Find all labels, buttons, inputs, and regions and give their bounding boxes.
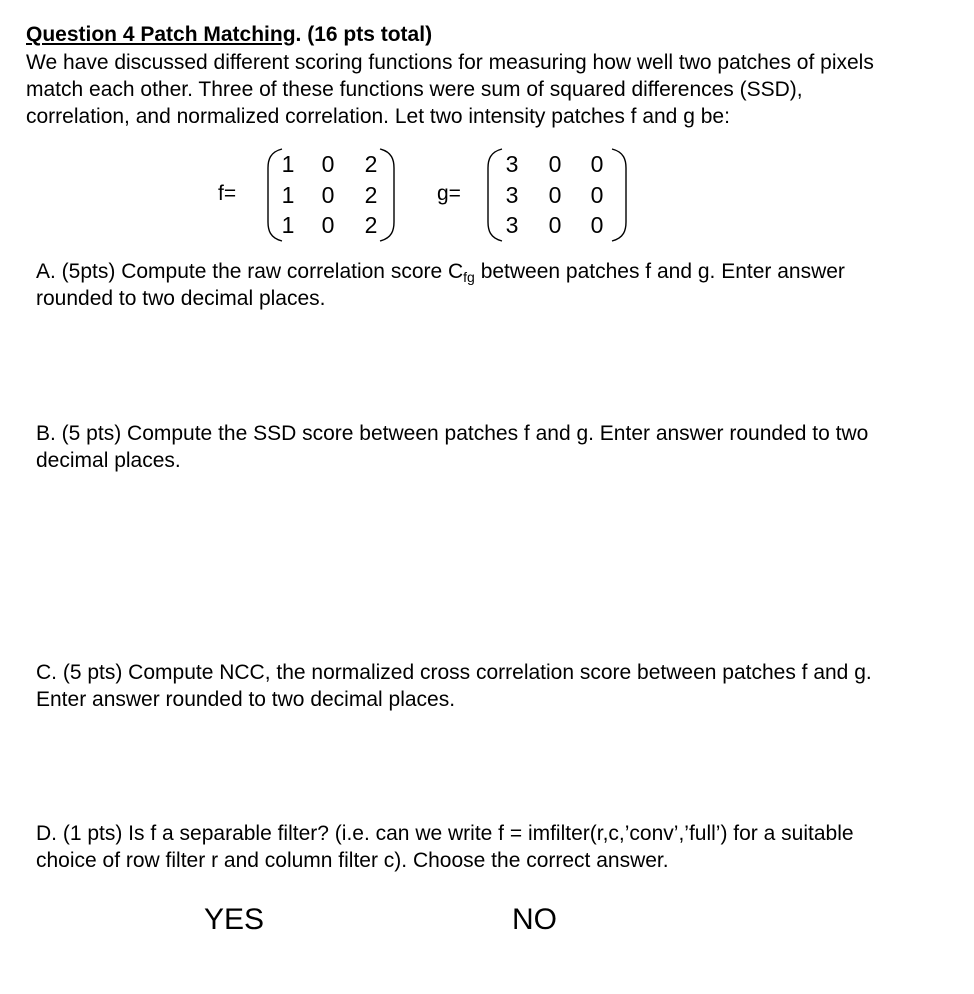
matrix-f-cell: 1 <box>281 182 295 208</box>
matrix-g-cell: 0 <box>548 182 562 208</box>
matrix-g-cell: 0 <box>590 182 604 208</box>
choice-no[interactable]: NO <box>512 903 557 936</box>
matrix-f-cell: 0 <box>321 182 335 208</box>
intro-line: match each other. Three of these functions were sum of squared differences (SSD), <box>26 78 803 101</box>
matrix-g-cell: 3 <box>505 151 519 177</box>
matrix-g-cell: 3 <box>505 212 519 238</box>
part-b-line-1: B. (5 pts) Compute the SSD score between patches f and g. Enter answer rounded to two <box>36 422 869 445</box>
part-a-subscript: fg <box>463 269 475 285</box>
matrix-g-cell: 0 <box>590 212 604 238</box>
part-d-line-1: D. (1 pts) Is f a separable filter? (i.e. can we write f = imfilter(r,c,’conv’,’full’) for a suitable <box>36 822 854 845</box>
part-a <box>36 258 845 312</box>
intro-line: correlation, and normalized correlation. Let two intensity patches f and g be: <box>26 105 730 128</box>
matrix-f-cell: 0 <box>321 212 335 238</box>
part-d-line-2: choice of row filter r and column filter c). Choose the correct answer. <box>36 849 669 872</box>
part-d <box>36 820 854 874</box>
question-title-points: . (16 pts total) <box>295 23 433 46</box>
matrix-f-cell: 2 <box>364 212 378 238</box>
matrix-f-label: f= <box>218 182 237 205</box>
matrix-f <box>266 146 396 244</box>
intro-line: We have discussed different scoring functions for measuring how well two patches of pixels <box>26 51 874 74</box>
question-title-main: Question 4 Patch Matching <box>26 23 296 46</box>
matrix-g-label: g= <box>437 182 461 205</box>
matrix-f-cell: 0 <box>321 151 335 177</box>
matrix-g <box>486 146 628 244</box>
matrix-f-cell: 2 <box>364 182 378 208</box>
part-a-text-rest: between patches f and g. Enter answer <box>474 260 845 283</box>
part-a-line-2: rounded to two decimal places. <box>36 287 326 310</box>
part-b <box>36 420 868 474</box>
matrix-g-cell: 0 <box>590 151 604 177</box>
matrix-f-cell: 1 <box>281 212 295 238</box>
matrix-f-cell: 1 <box>281 151 295 177</box>
choice-yes[interactable]: YES <box>204 903 265 936</box>
part-a-line-1 <box>36 258 845 285</box>
matrix-g-cell: 3 <box>505 182 519 208</box>
matrix-f-cell: 2 <box>364 151 378 177</box>
part-b-line-2: decimal places. <box>36 449 181 472</box>
matrix-g-cell: 0 <box>548 151 562 177</box>
part-c <box>36 659 872 713</box>
question-title <box>26 21 432 48</box>
matrix-g-cell: 0 <box>548 212 562 238</box>
part-c-line-1: C. (5 pts) Compute NCC, the normalized cross correlation score between patches f and g. <box>36 661 872 684</box>
question-intro <box>26 49 956 130</box>
part-c-line-2: Enter answer rounded to two decimal places. <box>36 688 456 711</box>
part-a-text: A. (5pts) Compute the raw correlation score C <box>36 260 464 283</box>
